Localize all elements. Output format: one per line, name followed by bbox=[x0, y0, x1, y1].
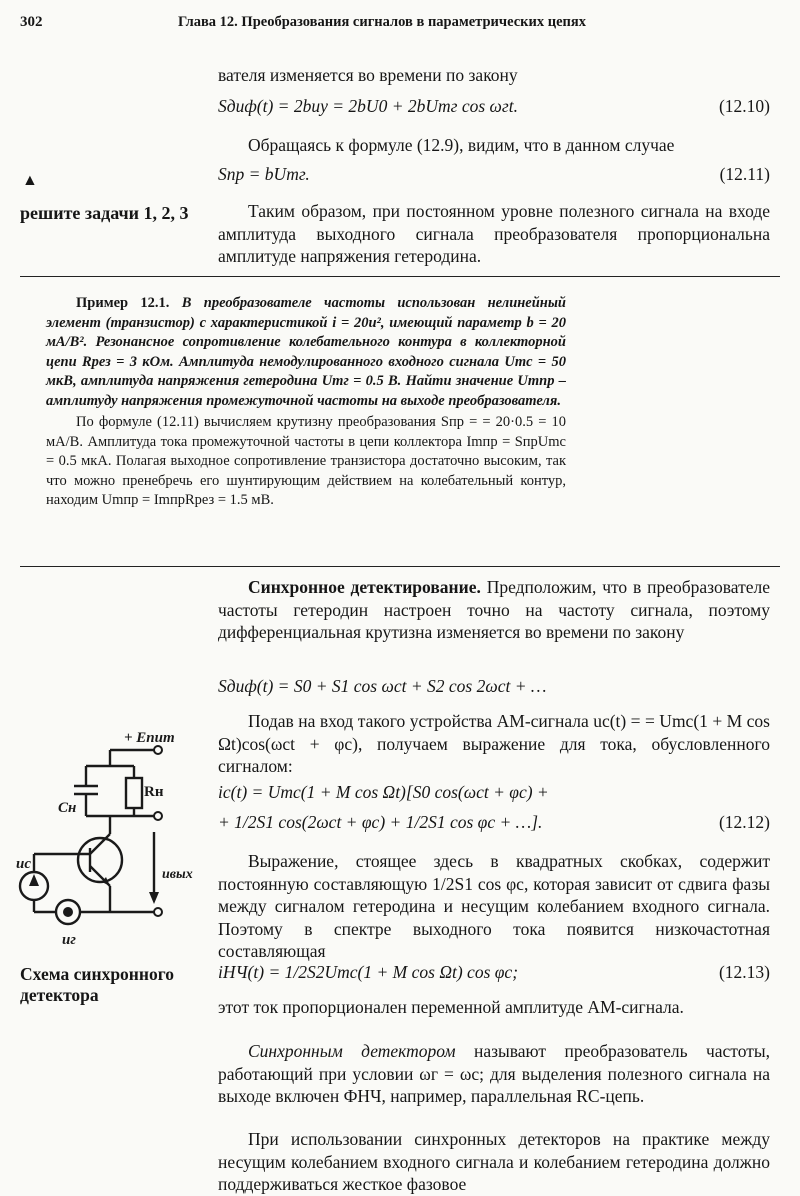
text-line: Обращаясь к формуле (12.9), видим, что в данном случае bbox=[248, 135, 675, 155]
paragraph: Выражение, стоящее здесь в квадратных скобках, содержит постоянную составляющую 1/2S1 cos φc, которая зависит от сдвига фазы между сигналом гетеродина и несущим колебанием входного сигнала. Поэтому в спектре выходного тока появится низкочастотная составляющая bbox=[218, 851, 770, 961]
equation-text: Sдиф(t) = 2buy = 2bU0 + 2bUmг cos ωгt. bbox=[218, 96, 518, 116]
equation: Sдиф(t) = S0 + S1 cos ωct + S2 cos 2ωct + … bbox=[218, 676, 547, 696]
label-uc: uc bbox=[16, 856, 31, 872]
equation-number: (12.11) bbox=[719, 164, 770, 184]
margin-note: решите задачи 1, 2, 3 bbox=[20, 203, 189, 223]
example-statement: В преобразователе частоты использован нелинейный элемент (транзистор) с характеристикой i = 20u², имеющий параметр b = 20 мА/В². Резонансное сопротивление колебательного контура в коллекторной цепи Rрез = 3 кОм. Амплитуда немодулированного входного сигнала Umc = 50 мкВ, амплитуда напряжения гетеродина Umг = 0.5 В. Найти значение Umпр – амплитуду напряжения промежуточной частоты на выходе преобразователя. bbox=[46, 295, 566, 409]
example-label: Пример 12.1. bbox=[76, 295, 170, 311]
paragraph-text: называют преобразователь частоты, работающий при условии ωг = ωc; для выделения полезного сигнала на выходе включен ФНЧ, например, параллельная RC-цепь. bbox=[218, 1041, 771, 1106]
equation-text: + 1/2S1 cos(2ωct + φc) + 1/2S1 cos φc + …]. bbox=[218, 812, 543, 832]
paragraph bbox=[218, 576, 770, 644]
label-resistor: Rн bbox=[144, 784, 164, 800]
paragraph: Таким образом, при постоянном уровне полезного сигнала на входе амплитуда выходного сигнала преобразователя пропорциональна амплитуде напряжения гетеродина. bbox=[218, 201, 770, 266]
triangle-marker-icon: ▲ bbox=[22, 172, 38, 189]
example-solution: По формуле (12.11) вычисляем крутизну преобразования Sпр = = 20·0.5 = 10 мА/В. Амплитуда тока промежуточной частоты в цепи коллектора Imпр = SпрUmc = 0.5 мкА. Полагая выходное сопротивление транзистора достаточно высоким, так что можно пренебречь его шунтирующим действием на колебательный контур, находим Umпр = ImпрRрез = 1.5 мВ. bbox=[46, 414, 566, 508]
paragraph: При использовании синхронных детекторов на практике между несущим колебанием входного сигнала и колебанием гетеродина должно поддерживаться жесткое фазовое bbox=[218, 1129, 770, 1194]
page-header bbox=[20, 14, 778, 38]
equation-12-13 bbox=[218, 962, 770, 986]
section-title: Синхронное детектирование. bbox=[248, 577, 481, 597]
equation-12-11 bbox=[218, 164, 770, 188]
label-supply: + Eпит bbox=[124, 730, 175, 746]
equation-number: (12.13) bbox=[718, 962, 770, 982]
label-capacitor: Cн bbox=[58, 800, 77, 816]
equation-text: Sпр = bUmг. bbox=[218, 164, 310, 184]
equation-12-10 bbox=[218, 96, 770, 120]
equation-number: (12.12) bbox=[718, 812, 770, 832]
figure-caption: Схема синхронного детектора bbox=[20, 964, 174, 1005]
equation-text: iНЧ(t) = 1/2S2Umc(1 + M cos Ωt) cos φc; bbox=[218, 962, 519, 982]
page-number: 302 bbox=[20, 14, 43, 30]
paragraph bbox=[218, 1040, 770, 1108]
example-block bbox=[46, 294, 566, 511]
equation-12-12 bbox=[218, 812, 770, 836]
circuit-diagram bbox=[14, 722, 210, 954]
label-out: uвых bbox=[162, 867, 193, 882]
text-line: вателя изменяется во времени по закону bbox=[218, 65, 518, 85]
term: Синхронным детектором bbox=[248, 1041, 456, 1061]
equation: ic(t) = Umc(1 + M cos Ωt)[S0 cos(ωct + φc) + bbox=[218, 782, 549, 802]
paragraph: этот ток пропорционален переменной амплитуде АМ-сигнала. bbox=[218, 997, 684, 1017]
label-ug: uг bbox=[62, 932, 76, 948]
divider bbox=[20, 566, 780, 567]
divider bbox=[20, 276, 780, 277]
equation-number: (12.10) bbox=[718, 96, 770, 116]
paragraph-text: Предположим, что в преобразователе частоты гетеродин настроен точно на частоту сигнала, поэтому дифференциальная крутизна изменяется во времени по закону bbox=[218, 577, 770, 642]
chapter-title: Глава 12. Преобразования сигналов в параметрических цепях bbox=[178, 14, 586, 30]
paragraph: Подав на вход такого устройства АМ-сигнала uc(t) = = Umc(1 + M cos Ωt)cos(ωct + φc), получаем выражение для тока, обусловленного сигналом: bbox=[218, 711, 770, 776]
